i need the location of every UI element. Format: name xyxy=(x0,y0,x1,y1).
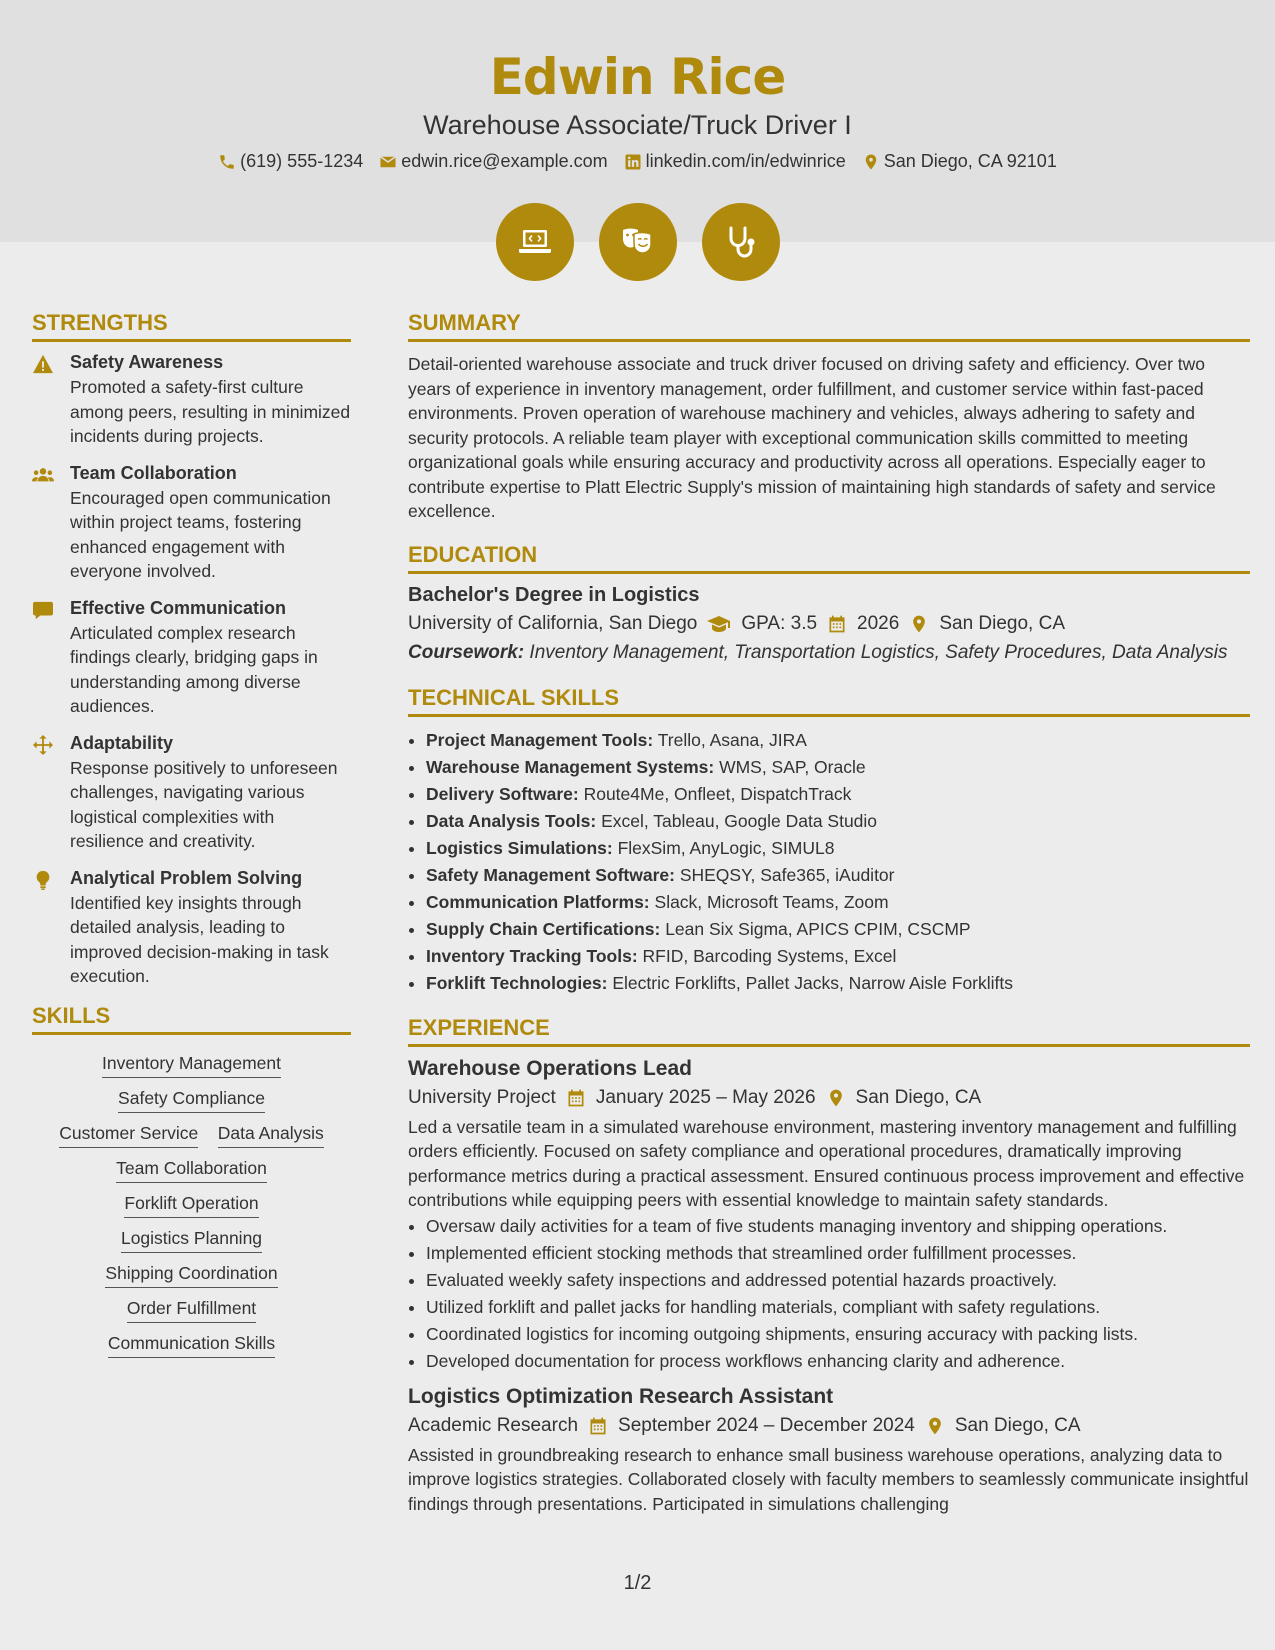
job-0-dates: January 2025 – May 2026 xyxy=(595,1086,816,1108)
skill-tag: Logistics Planning xyxy=(121,1228,262,1253)
skill-row xyxy=(42,1158,341,1179)
strength-desc: Response positively to unforeseen challenges, navigating various logistical complexities with resilience and creativity. xyxy=(70,757,338,851)
right-column xyxy=(408,310,1250,1516)
summary-text: Detail-oriented warehouse associate and truck driver focused on driving safety and efficiency. Over two years of experience in inventory management, order fulfillment, and customer service within fast-paced environments. Proven operation of warehouse machinery and vehicles, always adhering to safety and security protocols. A reliable team player with exceptional communication skills committed to meeting organizational goals while ensuring accuracy and productivity across all operations. Especially eager to contribute expertise to Platt Electric Supply's mission of maintaining high standards of safety and service excellence. xyxy=(408,354,1216,521)
comment-icon xyxy=(32,600,54,620)
contact-location xyxy=(862,151,1057,172)
job-0-org: University Project xyxy=(408,1086,556,1108)
skill-tag: Order Fulfillment xyxy=(127,1298,256,1323)
list-item: • Developed documentation for process workflows enhancing clarity and adherence. xyxy=(426,1348,1250,1375)
calendar-icon xyxy=(566,1088,586,1108)
skills-heading: SKILLS xyxy=(32,1003,351,1035)
list-item: • Inventory Tracking Tools: RFID, Barcoding Systems, Excel xyxy=(426,943,1250,970)
location-text: San Diego, CA 92101 xyxy=(883,151,1057,171)
lightbulb-icon xyxy=(32,870,54,890)
list-item: • Utilized forklift and pallet jacks for handling materials, compliant with safety regulations. xyxy=(426,1294,1250,1321)
list-item: • Oversaw daily activities for a team of five students managing inventory and shipping operations. xyxy=(426,1213,1250,1240)
list-item: • Implemented efficient stocking methods that streamlined order fulfillment processes. xyxy=(426,1240,1250,1267)
skills-list xyxy=(32,1045,351,1354)
job-0-meta xyxy=(408,1087,1250,1109)
list-item: • Data Analysis Tools: Excel, Tableau, Google Data Studio xyxy=(426,808,1250,835)
job-1-dates: September 2024 – December 2024 xyxy=(618,1414,915,1436)
map-pin-icon xyxy=(862,153,880,171)
email-text: edwin.rice@example.com xyxy=(401,151,608,171)
list-item: • Delivery Software: Route4Me, Onfleet, DispatchTrack xyxy=(426,781,1250,808)
warning-icon xyxy=(32,354,54,374)
phone-icon xyxy=(218,153,236,171)
list-item: • Forklift Technologies: Electric Forklifts, Pallet Jacks, Narrow Aisle Forklifts xyxy=(426,970,1250,997)
skill-row xyxy=(42,1193,341,1214)
education-school: University of California, San Diego xyxy=(408,612,698,634)
job-0-title: Warehouse Operations Lead xyxy=(408,1056,692,1080)
strength-item xyxy=(32,598,351,719)
education-coursework xyxy=(408,641,1250,665)
job-title: Warehouse Associate/Truck Driver I xyxy=(423,110,852,140)
skill-row xyxy=(42,1333,341,1354)
strength-title: Analytical Problem Solving xyxy=(70,867,303,888)
list-item: • Communication Platforms: Slack, Microsoft Teams, Zoom xyxy=(426,889,1250,916)
coursework-list: Inventory Management, Transportation Logistics, Safety Procedures, Data Analysis xyxy=(529,641,1228,663)
skill-row xyxy=(42,1263,341,1284)
strength-item xyxy=(32,463,351,584)
skill-tag: Shipping Coordination xyxy=(105,1263,277,1288)
calendar-icon xyxy=(588,1416,608,1436)
skill-tag: Inventory Management xyxy=(102,1053,281,1078)
job-1-org: Academic Research xyxy=(408,1414,579,1436)
list-item: • Safety Management Software: SHEQSY, Safe365, iAuditor xyxy=(426,862,1250,889)
strength-desc: Identified key insights through detailed analysis, leading to improved decision-making in task execution. xyxy=(70,892,329,986)
map-pin-icon xyxy=(826,1088,846,1108)
strength-title: Team Collaboration xyxy=(70,462,237,483)
calendar-icon xyxy=(827,614,847,634)
page-number: 1/2 xyxy=(623,1572,652,1594)
contact-linkedin[interactable] xyxy=(624,151,846,172)
job-0-desc: Led a versatile team in a simulated warehouse environment, mastering inventory management and fulfilling orders efficiently. Focused on safety compliance and operational procedures, dramatically improving performance metrics during a practical assessment. Ensured continuous process improvement and effective contributions while equipping peers with essential knowledge to maintain safety standards. xyxy=(408,1116,1245,1210)
summary-heading: SUMMARY xyxy=(408,310,1250,342)
skill-row xyxy=(42,1123,341,1144)
map-pin-icon xyxy=(909,614,929,634)
hobby-circle-coding xyxy=(496,203,574,281)
envelope-icon xyxy=(379,153,397,171)
technical-skills-heading: TECHNICAL SKILLS xyxy=(408,685,1250,717)
technical-skills-list xyxy=(408,727,1250,997)
strength-item xyxy=(32,352,351,449)
skill-row xyxy=(42,1053,341,1074)
hobby-circle-theater xyxy=(599,203,677,281)
strength-title: Adaptability xyxy=(70,732,174,753)
skill-tag: Team Collaboration xyxy=(116,1158,267,1183)
job-1-desc: Assisted in groundbreaking research to enhance small business warehouse operations, analyzing data to improve logistics strategies. Collaborated closely with faculty members to seamlessly communicate insightful findings through presentations. Participated in simulations challenging xyxy=(408,1444,1249,1514)
job-1-location: San Diego, CA xyxy=(954,1414,1081,1436)
skill-tag: Communication Skills xyxy=(108,1333,275,1358)
strength-title: Effective Communication xyxy=(70,597,287,618)
strength-item xyxy=(32,733,351,854)
skill-tag: Safety Compliance xyxy=(118,1088,265,1113)
strength-desc: Articulated complex research findings clearly, bridging gaps in understanding among diverse audiences. xyxy=(70,622,318,716)
list-item: • Warehouse Management Systems: WMS, SAP, Oracle xyxy=(426,754,1250,781)
users-icon xyxy=(32,465,54,485)
map-pin-icon xyxy=(925,1416,945,1436)
strength-item xyxy=(32,868,351,989)
linkedin-text: linkedin.com/in/edwinrice xyxy=(645,151,846,171)
contact-email[interactable] xyxy=(379,151,607,172)
hobby-circle-medical xyxy=(702,203,780,281)
education-year: 2026 xyxy=(857,612,900,634)
contact-phone[interactable] xyxy=(218,151,363,172)
list-item: • Logistics Simulations: FlexSim, AnyLogic, SIMUL8 xyxy=(426,835,1250,862)
candidate-name: Edwin Rice xyxy=(489,48,786,106)
education-location: San Diego, CA xyxy=(939,612,1066,634)
left-column xyxy=(32,310,351,1354)
skill-tag: Data Analysis xyxy=(218,1123,324,1148)
phone-text: (619) 555-1234 xyxy=(240,151,364,171)
list-item: • Supply Chain Certifications: Lean Six Sigma, APICS CPIM, CSCMP xyxy=(426,916,1250,943)
experience-heading: EXPERIENCE xyxy=(408,1015,1250,1047)
linkedin-icon xyxy=(624,153,642,171)
job-1-meta xyxy=(408,1415,1250,1437)
strength-desc: Encouraged open communication within project teams, fostering enhanced engagement with everyone involved. xyxy=(70,487,331,581)
graduation-cap-icon xyxy=(707,614,731,634)
list-item: • Coordinated logistics for incoming outgoing shipments, ensuring accuracy with packing lists. xyxy=(426,1321,1250,1348)
laptop-code-icon xyxy=(515,222,555,262)
skill-row xyxy=(42,1088,341,1109)
list-item: • Project Management Tools: Trello, Asana, JIRA xyxy=(426,727,1250,754)
skill-row xyxy=(42,1298,341,1319)
list-item: • Evaluated weekly safety inspections and addressed potential hazards proactively. xyxy=(426,1267,1250,1294)
skill-tag: Customer Service xyxy=(59,1123,198,1148)
theater-masks-icon xyxy=(618,222,658,262)
education-gpa: GPA: 3.5 xyxy=(741,612,818,634)
skill-row xyxy=(42,1228,341,1249)
education-heading: EDUCATION xyxy=(408,542,1250,574)
strengths-heading: STRENGTHS xyxy=(32,310,351,342)
job-1-title: Logistics Optimization Research Assistant xyxy=(408,1384,834,1408)
stethoscope-icon xyxy=(721,222,761,262)
education-degree: Bachelor's Degree in Logistics xyxy=(408,583,700,606)
job-0-bullets xyxy=(408,1213,1250,1375)
contact-bar xyxy=(0,151,1275,172)
hobby-icons xyxy=(0,203,1275,281)
job-0-location: San Diego, CA xyxy=(855,1086,982,1108)
skill-tag: Forklift Operation xyxy=(124,1193,258,1218)
education-meta xyxy=(408,613,1250,635)
coursework-label: Coursework: xyxy=(408,641,525,663)
arrows-icon xyxy=(32,735,54,755)
strength-title: Safety Awareness xyxy=(70,352,224,372)
strength-desc: Promoted a safety-first culture among peers, resulting in minimized incidents during projects. xyxy=(70,377,351,446)
